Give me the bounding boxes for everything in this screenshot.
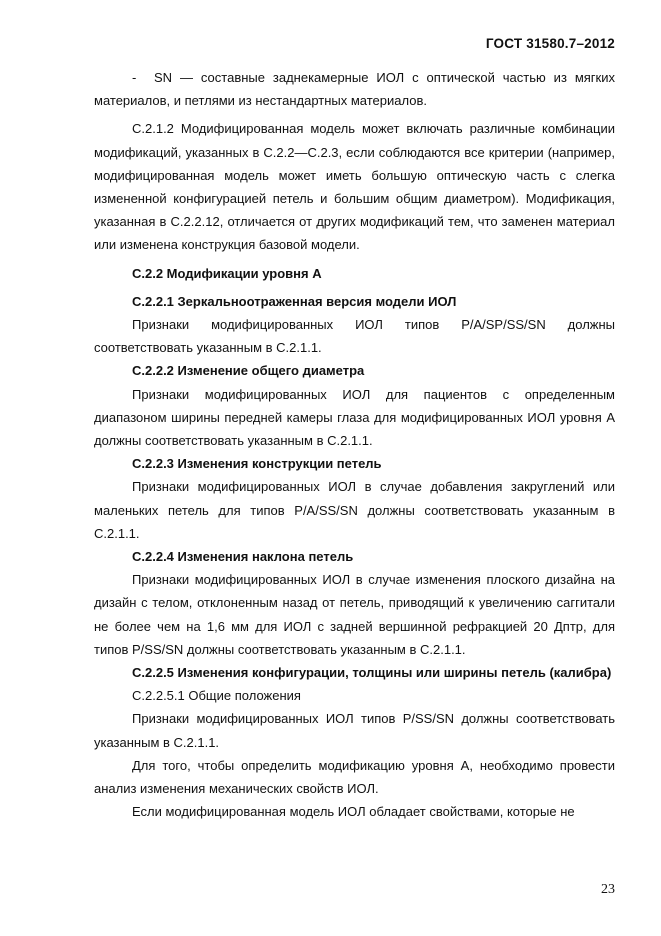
page-number: 23 xyxy=(601,882,615,897)
standard-designation: ГОСТ 31580.7–2012 xyxy=(485,36,615,51)
heading-c2-2-5: С.2.2.5 Изменения конфигурации, толщины или ширины петель (калибра) xyxy=(132,665,612,681)
heading-c2-2-1: С.2.2.1 Зеркальноотраженная версия модели ИОЛ xyxy=(132,293,457,309)
heading-c2-2-2: С.2.2.2 Изменение общего диаметра xyxy=(132,363,365,379)
bullet-marker: - xyxy=(132,70,137,85)
bullet-item-sn xyxy=(94,66,615,112)
document-page xyxy=(94,0,615,936)
paragraph-c2-2-5-1-a: Признаки модифицированных ИОЛ типов P/SS/SN должны соответствовать указанным в С.2.1.1. xyxy=(94,711,615,750)
paragraph-c2-2-1: Признаки модифицированных ИОЛ типов P/A/SP/SS/SN должны соответствовать указанным в С.2.1.1. xyxy=(94,317,615,356)
paragraph-c2-1-2: С.2.1.2 Модифицированная модель может включать различные комбинации модификаций, указанных в С.2.2—С.2.3, если соблюдаются все критерии (например, модифицированная модель может иметь большую оптическую часть с слегка измененной конфигурацией петель и большим общим диаметром). Модификация, указанная в С.2.2.12, отличается от других модификаций тем, что заменен материал или изменена конструкция базовой модели. xyxy=(94,121,615,253)
heading-c2-2: С.2.2 Модификации уровня А xyxy=(132,265,322,281)
paragraph-c2-2-4: Признаки модифицированных ИОЛ в случае изменения плоского дизайна на дизайн с телом, отклоненным назад от петель, приводящий к увеличению саггитали не более чем на 1,6 мм для ИОЛ с задней вершинной рефракцией 20 Дптр, для типов P/SS/SN должны соответствовать указанным в С.2.1.1. xyxy=(94,572,615,657)
document-body xyxy=(94,66,615,824)
paragraph-c2-2-5-1-c: Если модифицированная модель ИОЛ обладает свойствами, которые не xyxy=(132,804,575,820)
subheading-c2-2-5-1: С.2.2.5.1 Общие положения xyxy=(132,688,301,704)
heading-c2-2-3: С.2.2.3 Изменения конструкции петель xyxy=(132,456,382,472)
paragraph-c2-2-2: Признаки модифицированных ИОЛ для пациентов с определенным диапазоном ширины передней камеры глаза для модифицированных ИОЛ уровня А должны соответствовать указанным в С.2.1.1. xyxy=(94,386,615,449)
paragraph-c2-2-3: Признаки модифицированных ИОЛ в случае добавления закруглений или маленьких петель для типов P/A/SS/SN должны соответствовать указанным в С.2.1.1. xyxy=(94,479,615,541)
paragraph-c2-2-5-1-b: Для того, чтобы определить модификацию уровня А, необходимо провести анализ изменения механических свойств ИОЛ. xyxy=(94,757,615,797)
bullet-text: SN — составные заднекамерные ИОЛ с оптической частью из мягких материалов, и петлями из нестандартных материалов. xyxy=(94,70,615,109)
heading-c2-2-4: С.2.2.4 Изменения наклона петель xyxy=(132,549,354,565)
